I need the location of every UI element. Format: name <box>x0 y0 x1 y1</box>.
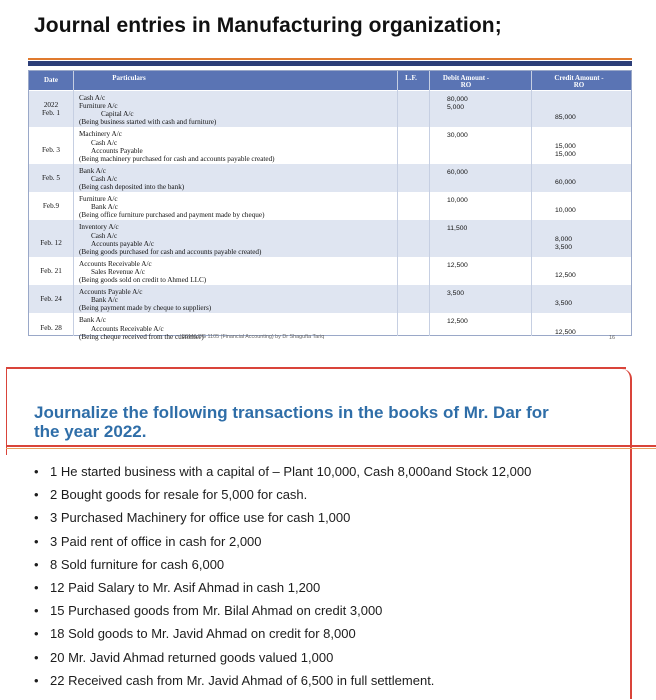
transaction-item: • 3 Paid rent of office in cash for 2,000 <box>34 530 531 553</box>
entry-date: Feb. 24 <box>40 295 62 304</box>
entry-narration: (Being goods sold on credit to Ahmed LLC) <box>79 276 207 284</box>
title-accent-line <box>28 58 632 60</box>
entry-date: Feb. 12 <box>40 238 62 247</box>
credit-amount: 85,000 <box>555 114 576 122</box>
entry-account: Cash A/c <box>91 174 118 183</box>
entry-date: Feb. 21 <box>40 266 62 275</box>
entry-account: Bank A/c <box>79 166 106 175</box>
debit-amount: 10,000 <box>447 197 468 205</box>
table-header <box>29 71 631 90</box>
title-underline-accent <box>6 448 656 449</box>
entry-account: Sales Revenue A/c <box>91 267 145 276</box>
entry-date: 2022 Feb. 1 <box>42 101 60 118</box>
transaction-item: • 1 He started business with a capital of – Plant 10,000, Cash 8,000and Stock 12,000 <box>34 460 531 483</box>
debit-amount: 12,500 <box>447 261 468 269</box>
credit-amount: 3,500 <box>555 243 573 251</box>
header-lf: L.F. <box>405 74 417 82</box>
entry-account: Accounts payable A/c <box>91 239 155 248</box>
entry-narration: (Being machinery purchased for cash and accounts payable created) <box>79 154 275 163</box>
transaction-item: • 22 Received cash from Mr. Javid Ahmad of 6,500 in full settlement. <box>34 669 531 692</box>
entry-narration: (Being office furniture purchased and payment made by cheque) <box>79 211 265 220</box>
transaction-item: • 18 Sold goods to Mr. Javid Ahmad on credit for 8,000 <box>34 622 531 645</box>
slide-footer: IBSM/LOG 1105 (Financial Accounting) by Dr Shagufta Tariq <box>180 334 325 340</box>
entry-narration: (Being cheque received from the customer) <box>79 332 204 341</box>
entry-narration: (Being business started with cash and furniture) <box>79 118 217 127</box>
slide-exercise <box>0 357 656 700</box>
debit-amount: 30,000 <box>447 132 468 140</box>
credit-amount: 60,000 <box>555 178 576 186</box>
transaction-item: • 20 Mr. Javid Ahmad returned goods valued 1,000 <box>34 646 531 669</box>
entry-account: Accounts Receivable A/c <box>79 259 152 268</box>
slide-title: Journal entries in Manufacturing organization; <box>34 14 502 37</box>
entry-date: Feb.9 <box>42 202 60 211</box>
entry-account: Furniture A/c <box>79 102 118 111</box>
credit-amount: 8,000 <box>555 235 573 243</box>
entry-account: Machinery A/c <box>79 130 122 139</box>
debit-amount: 80,000 <box>447 96 468 103</box>
transaction-list <box>34 460 531 692</box>
header-debit: Debit Amount - RO <box>442 74 490 89</box>
entry-account: Bank A/c <box>91 296 118 305</box>
debit-amount: 5,000 <box>447 104 465 112</box>
title-divider <box>28 61 632 66</box>
column-divider <box>429 71 430 336</box>
debit-amount: 3,500 <box>447 290 465 298</box>
entry-account: Bank A/c <box>79 316 106 325</box>
transaction-item: • 2 Bought goods for resale for 5,000 for cash. <box>34 483 531 506</box>
debit-amount: 11,500 <box>447 225 468 233</box>
entry-account: Accounts Payable <box>91 146 143 155</box>
column-divider <box>531 71 532 336</box>
header-particulars: Particulars <box>112 74 146 82</box>
header-credit: Credit Amount - RO <box>554 74 604 89</box>
entry-narration: (Being payment made by cheque to suppliers) <box>79 304 212 313</box>
annotation-frame-right <box>622 369 632 699</box>
page-number: 16 <box>609 335 616 341</box>
credit-amount: 10,000 <box>555 207 576 215</box>
credit-amount: 15,000 <box>555 142 576 150</box>
entry-narration: (Being goods purchased for cash and accounts payable created) <box>79 247 262 256</box>
transaction-item: • 12 Paid Salary to Mr. Asif Ahmad in cash 1,200 <box>34 576 531 599</box>
header-date: Date <box>44 76 58 84</box>
entry-account: Inventory A/c <box>79 223 119 232</box>
transaction-item: • 15 Purchased goods from Mr. Bilal Ahmad on credit 3,000 <box>34 599 531 622</box>
entry-account: Accounts Receivable A/c <box>91 324 164 333</box>
exercise-title: Journalize the following transactions in the books of Mr. Dar for the year 2022. <box>34 403 549 441</box>
entry-account: Accounts Payable A/c <box>79 288 143 297</box>
column-divider <box>73 71 74 336</box>
column-divider <box>397 71 398 336</box>
title-underline <box>6 445 656 447</box>
entry-date: Feb. 28 <box>40 323 62 332</box>
entry-narration: (Being cash deposited into the bank) <box>79 183 185 191</box>
entry-account: Cash A/c <box>79 94 106 102</box>
entry-account: Cash A/c <box>91 231 118 240</box>
transaction-item: • 8 Sold furniture for cash 6,000 <box>34 553 531 576</box>
entry-date: Feb. 3 <box>42 145 60 154</box>
entry-account: Cash A/c <box>91 138 118 147</box>
credit-amount: 12,500 <box>555 328 576 336</box>
entry-date: Feb. 5 <box>42 173 60 182</box>
entry-account: Furniture A/c <box>79 195 118 204</box>
credit-amount: 3,500 <box>555 300 573 308</box>
credit-amount: 15,000 <box>555 150 576 158</box>
debit-amount: 12,500 <box>447 318 468 326</box>
entry-account: Bank A/c <box>91 203 118 212</box>
transaction-item: • 3 Purchased Machinery for office use for cash 1,000 <box>34 506 531 529</box>
credit-amount: 12,500 <box>555 271 576 279</box>
entry-account: Capital A/c <box>101 110 134 119</box>
debit-amount: 60,000 <box>447 168 468 176</box>
